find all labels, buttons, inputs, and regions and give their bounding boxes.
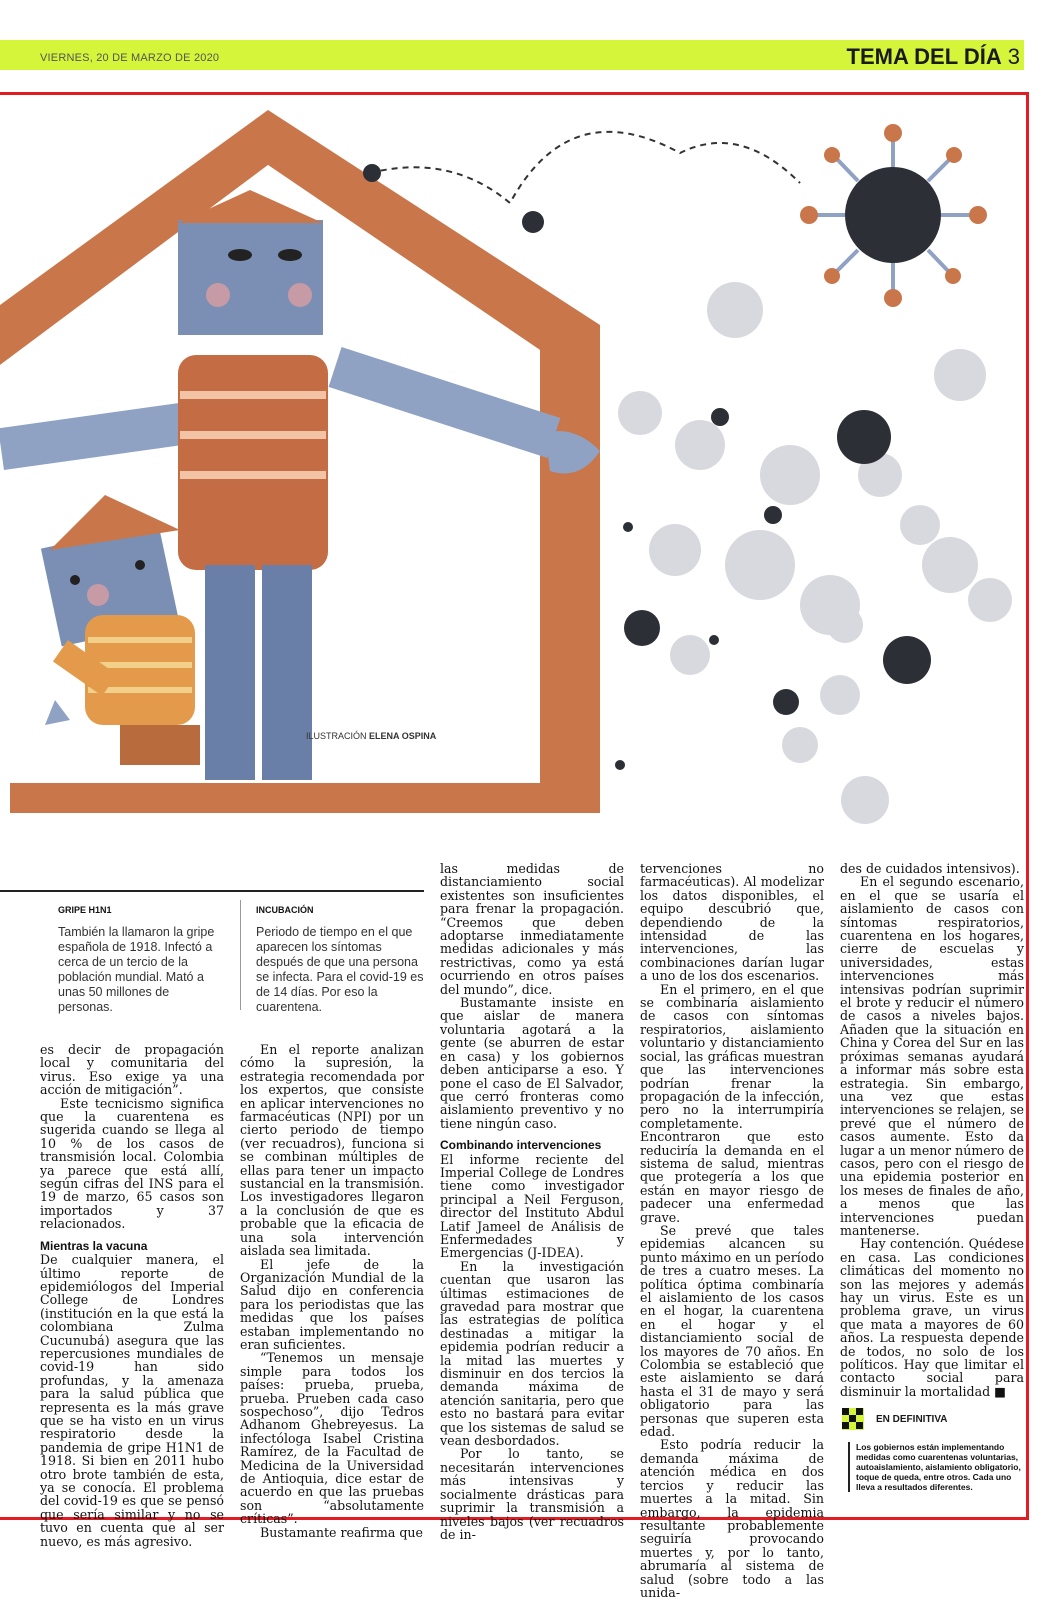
- boxes-divider: [0, 890, 424, 892]
- paragraph: Hay contención. Quédese en casa. Las condiciones climáticas del momento no son las mejores y además hay un virus. Este es un problema grave, un virus que mata a mayores de 60 años. La respuesta depende de todos, no solo de los políticos. Hay que limitar el contacto social para disminuir la mortalidad ■: [840, 1236, 1024, 1399]
- page-number: 3: [1007, 44, 1020, 69]
- paragraph: des de cuidados intensivos).: [840, 861, 1020, 876]
- illustration: [0, 95, 1026, 840]
- section-name: TEMA DEL DÍA: [846, 44, 1002, 69]
- paragraph: Este tecnicismo significa que la cuarentena es sugerida cuando se llega al 10 % de los casos de transmisión local. Colombia ya parece que está allí, según cifras del INS para el 19 de marzo, 65 casos son importados y 37 relacionados.: [40, 1095, 224, 1232]
- particles: [618, 282, 1012, 824]
- box-separator: [240, 900, 241, 1010]
- paragraph: El informe reciente del Imperial College de Londres tiene como investigador principal a Neil Ferguson, director del Instituto Abdul Latif Jameel de Análisis de Enfermedades y Emergencias (J-IDEA).: [440, 1151, 624, 1261]
- paragraph: tervenciones no farmacéuticas). Al modelizar los datos disponibles, el equipo descubrió que, dependiendo de la intensidad de las intervenciones, las combinaciones darían lugar a uno de los dos escenarios.: [640, 861, 824, 984]
- virus-icon: [800, 124, 987, 307]
- article-column-1: [40, 1043, 224, 1548]
- paragraph: Bustamante reafirma que: [260, 1524, 423, 1540]
- sidebar-box-incubacion: [256, 905, 424, 1015]
- box-text: Periodo de tiempo en el que aparecen los síntomas después de que una persona se infecta. Para el covid-19 es de 14 días. Por eso la cuarentena.: [256, 925, 424, 1014]
- paragraph: “Tenemos un mensaje simple para todos los países: prueba, prueba, prueba. Prueben cada caso sospechoso”, dijo Tedros Adhanom Ghebreyesus. La infectóloga Isabel Cristina Ramírez, de la Facultad de Medicina de la Universidad de Antioquia, dice estar de acuerdo en que las pruebas son “absolutamente críticas”.: [240, 1350, 424, 1527]
- article-column-5: [840, 862, 1024, 1398]
- credit-name: ELENA OSPINA: [369, 731, 437, 741]
- paragraph: es decir de propagación local y comunitaria del virus. Eso exige ya una acción de mitigación”.: [40, 1042, 224, 1098]
- paragraph: En el segundo escenario, en el que se usaría el aislamiento de casos con síntomas respiratorios, cuarentena en los hogares, cierre de escuelas y universidades, estas intervenciones más intensivas podrían suprimir el brote y reducir el número de casos a niveles bajos. Añaden que la situación en China y Corea del Sur en las próximas semanas ayudará a informar más sobre esta estrategia. Sin embargo, una vez que estas intervenciones se relajen, se prevé que el número de casos aumente. Esto da lugar a un menor número de casos, pero con el riesgo de una epidemia posterior en los meses de finales de año, a menos que las intervenciones puedan mantenerse.: [840, 874, 1024, 1238]
- section-title: [847, 44, 1020, 70]
- en-definitiva-title: EN DEFINITIVA: [876, 1414, 948, 1425]
- paragraph: En el primero, en el que se combinaría aislamiento de casos con síntomas respiratorios, aislamiento voluntario y distanciamiento social, las gráficas muestran que las intervenciones podrían frenar la propagación de la infección, pero no la interrumpiría completamente. Encontraron que esto reduciría la demanda en el sistema de salud, mientras que protegería a los que están en mayor riesgo de padecer una enfermedad grave.: [640, 981, 824, 1225]
- box-title: INCUBACIÓN: [256, 905, 314, 915]
- sidebar-box-gripe: [58, 905, 226, 1015]
- box-text: También la llamaron la gripe española de 1918. Infectó a cerca de un tercio de la población mundial. Mató a unas 50 millones de personas.: [58, 925, 215, 1014]
- subheading: Combinando intervenciones: [440, 1138, 602, 1153]
- article-column-3: [440, 862, 624, 1541]
- article-column-4: [640, 862, 824, 1599]
- paragraph: Por lo tanto, se necesitarán intervenciones más intensivas y socialmente drásticas para suprimir la transmisión a niveles bajos (ver recuadros de in-: [440, 1446, 624, 1542]
- box-title: GRIPE H1N1: [58, 905, 112, 915]
- paragraph: De cualquier manera, el último reporte de epidemiólogos del Imperial College de Londres (institución en la que está la colombiana Zulma Cucunubá) asegura que las repercusiones mundiales de covid-19 han sido profundas, y la amenaza para la salud pública que representa es la más grave que se ha visto en un virus respiratorio desde la pandemia de gripe H1N1 de 1918. Si bien en 2011 hubo otro brote también de esta, ya se conocía. El problema del covid-19 es que se pensó que sería similar y no se tuvo en cuenta que al ser nuevo, es más agresivo.: [40, 1252, 224, 1549]
- paragraph: El jefe de la Organización Mundial de la Salud dijo en conferencia para los periodistas que las medidas que los países estaban implementando no eran suficientes.: [240, 1256, 424, 1352]
- en-definitiva-text: Los gobiernos están implementando medidas como cuarentenas voluntarias, autoaislamiento, aislamiento obligatorio, toque de queda, entre otros. Cada uno lleva a resultados diferentes.: [848, 1442, 1030, 1492]
- illustration-credit: [306, 731, 436, 741]
- paragraph: En la investigación cuentan que usaron las últimas estimaciones de gravedad para mostrar que las estrategias de política destinadas a mitigar la epidemia podrían reducir a la mitad las muertes y disminuir en dos tercios la demanda máxima de atención sanitaria, pero que esto no bastará para evitar que los sistemas de salud se vean desbordados.: [440, 1258, 624, 1449]
- paragraph: las medidas de distanciamiento social existentes son insuficientes para frenar la propagación. “Creemos que deben adoptarse inmediatamente medidas adicionales y más restrictivas, como ya está ocurriendo en otros países del mundo”, dice.: [440, 861, 624, 997]
- checkered-icon: [842, 1408, 864, 1430]
- article-column-2: [240, 1043, 424, 1539]
- paragraph: Se prevé que tales epidemias alcancen su punto máximo en un período de tres a cuatro meses. La política óptima combinaría el aislamiento de los casos en el hogar, la cuarentena en el hogar y el distanciamiento social de los mayores de 70 años. En Colombia se estableció que este aislamiento se dará hasta el 31 de mayo y será obligatorio para las personas que superen esta edad.: [640, 1222, 824, 1440]
- paragraph: Esto podría reducir la demanda máxima de atención médica en dos tercios y reducir las muertes a la mitad. Sin embargo, la epidemia resultante probablemente seguiría provocando muertes y, por lo tanto, abrumaría al sistema de salud (sobre todo a las unida-: [640, 1437, 824, 1600]
- subheading: Mientras la vacuna: [40, 1238, 148, 1253]
- paragraph: En el reporte analizan cómo la supresión, la estrategia recomendada por los expertos, que consiste en aplicar intervenciones no farmacéuticas (NPI) por un cierto periodo de tiempo (ver recuadros), funciona si se combinan múltiples de ellas para tener un impacto sustancial en la transmisión. Los investigadores llegaron a la conclusión de que es probable que la eficacia de una sola intervención aislada sea limitada.: [240, 1042, 424, 1259]
- issue-date: VIERNES, 20 DE MARZO DE 2020: [40, 52, 220, 64]
- paragraph: Bustamante insiste en que aislar de manera voluntaria agotará a la gente (se aburren de estar en casa) y los gobiernos deben anticiparse a eso. Y pone el caso de El Salvador, que cerró fronteras como aislamiento preventivo y no tiene ningún caso.: [440, 995, 624, 1131]
- credit-label: ILUSTRACIÓN: [306, 731, 367, 741]
- house-bottom: [10, 783, 600, 813]
- flight-path: [370, 132, 800, 203]
